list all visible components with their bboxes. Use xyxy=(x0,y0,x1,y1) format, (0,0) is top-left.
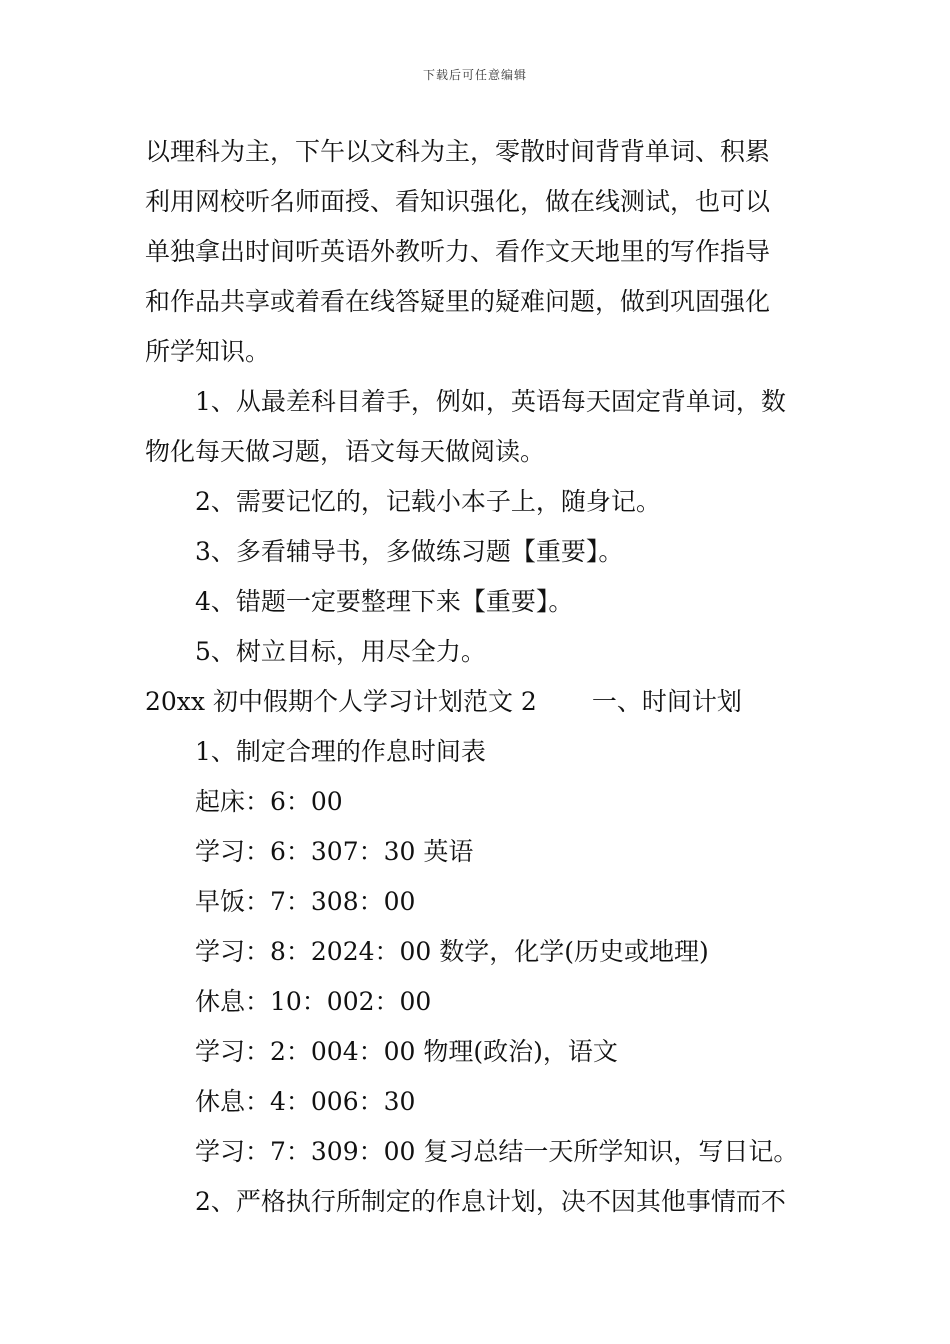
schedule-item: 休息：10：002：00 xyxy=(195,987,432,1016)
tip-1-line-1: 1、从最差科目着手，例如，英语每天固定背单词，数 xyxy=(195,387,786,416)
tip-1-line-2: 物化每天做习题，语文每天做阅读。 xyxy=(145,437,546,466)
tips-list xyxy=(145,377,815,677)
paragraph-line: 利用网校听名师面授、看知识强化，做在线测试，也可以 xyxy=(145,187,771,216)
paragraph-line: 所学知识。 xyxy=(145,337,271,366)
tip-4: 4、错题一定要整理下来【重要】。 xyxy=(195,587,574,616)
section-2-title: 20xx 初中假期个人学习计划范文 2 xyxy=(145,687,537,716)
schedule-item: 学习：2：004：00 物理(政治)，语文 xyxy=(195,1037,618,1066)
paragraph-line: 和作品共享或着看在线答疑里的疑难问题，做到巩固强化 xyxy=(145,287,771,316)
paragraph-line: 单独拿出时间听英语外教听力、看作文天地里的写作指导 xyxy=(145,237,771,266)
tip-3: 3、多看辅导书，多做练习题【重要】。 xyxy=(195,537,624,566)
schedule-item: 学习：7：309：00 复习总结一天所学知识，写日记。 xyxy=(195,1137,799,1166)
schedule-item: 休息：4：006：30 xyxy=(195,1087,416,1116)
tip-5: 5、树立目标，用尽全力。 xyxy=(195,637,486,666)
document-body xyxy=(145,127,815,1227)
schedule-heading: 1、制定合理的作息时间表 xyxy=(195,737,486,766)
section-2-subtitle: 一、时间计划 xyxy=(591,687,742,716)
schedule-item: 学习：6：307：30 英语 xyxy=(195,837,474,866)
paragraph-1 xyxy=(145,127,815,377)
last-line: 2、严格执行所制定的作息计划，决不因其他事情而不 xyxy=(195,1187,786,1216)
schedule xyxy=(145,727,815,1177)
header-note: 下载后可任意编辑 xyxy=(422,68,527,82)
section-2-heading xyxy=(145,677,815,727)
schedule-item: 学习：8：2024：00 数学，化学(历史或地理) xyxy=(195,937,709,966)
schedule-item: 起床：6：00 xyxy=(195,787,343,816)
schedule-item: 早饭：7：308：00 xyxy=(195,887,416,916)
paragraph-line: 以理科为主，下午以文科为主，零散时间背背单词、积累 xyxy=(145,137,771,166)
tip-2: 2、需要记忆的，记载小本子上，随身记。 xyxy=(195,487,661,516)
